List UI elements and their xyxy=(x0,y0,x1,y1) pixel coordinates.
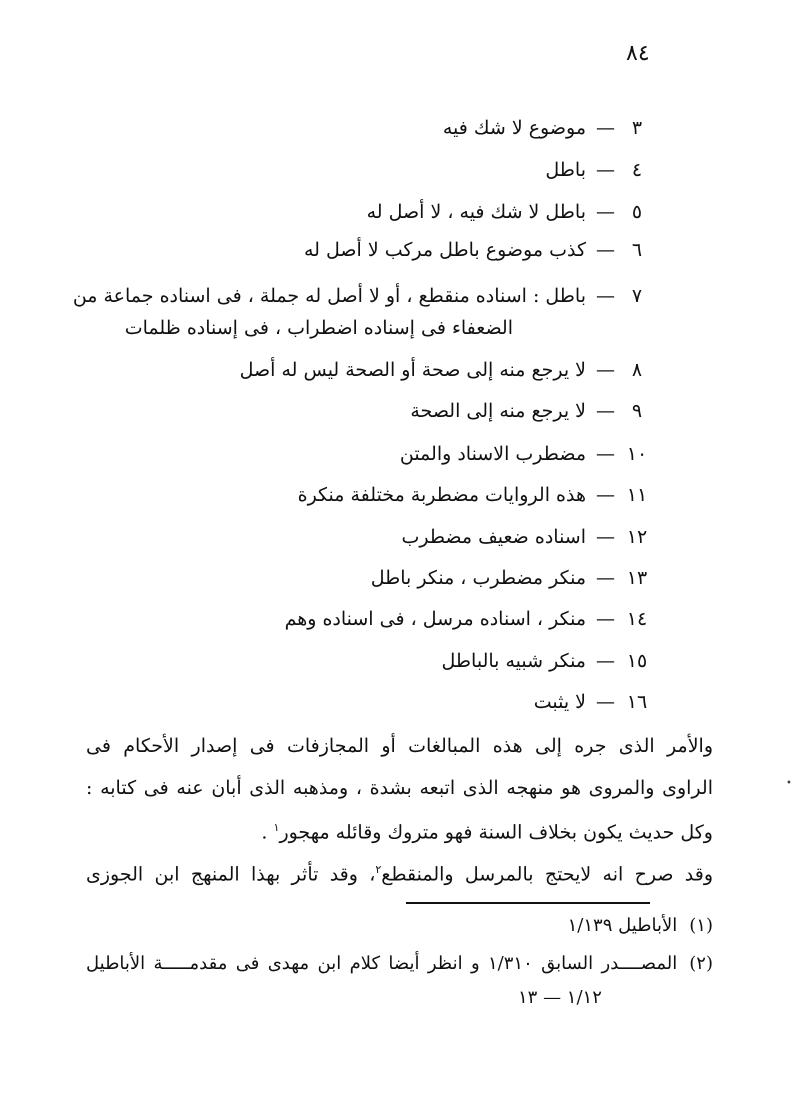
list-item xyxy=(367,198,649,226)
item-continuation: الضعفاء فى إسناده اضطراب ، فى إسناده ظلمات xyxy=(124,317,513,339)
footnote-continuation: ١/١٢ — ١٣ xyxy=(518,987,602,1008)
margin-speck: • xyxy=(786,778,792,789)
item-text: منكر مضطرب ، منكر باطل xyxy=(370,567,586,589)
item-text: منكر شبيه بالباطل xyxy=(441,650,586,672)
footnote-ref: ١ xyxy=(273,821,280,834)
item-text: لا يرجع منه إلى الصحة xyxy=(410,400,586,422)
item-dash: — xyxy=(596,484,615,506)
item-number: ٨ xyxy=(631,359,643,381)
item-text: باطل xyxy=(545,159,586,181)
item-dash: — xyxy=(596,691,615,713)
item-text: كذب موضوع باطل مركب لا أصل له xyxy=(304,239,586,261)
item-number: ١٤ xyxy=(626,608,648,630)
item-number: ١٠ xyxy=(626,443,648,465)
item-dash: — xyxy=(596,285,615,307)
paragraph-text: وقد صرح انه لايحتج بالمرسل والمنقطع xyxy=(381,863,713,886)
page-number: ٨٤ xyxy=(626,41,650,66)
item-number: ١٢ xyxy=(626,526,648,548)
paragraph-line xyxy=(86,856,713,888)
item-text: منكر ، اسناده مرسل ، فى اسناده وهم xyxy=(284,608,586,630)
list-item xyxy=(443,114,649,142)
paragraph-line: وكل حديث يكون بخلاف السنة فهو متروك وقائله مهجور$^١$ . xyxy=(261,821,713,844)
item-text: باطل : اسناده منقطع ، أو لا أصل له جملة ، فى اسناده جماعة من xyxy=(72,285,586,307)
item-text: هذه الروايات مضطربة مختلفة منكرة xyxy=(297,484,586,506)
item-number: ١٦ xyxy=(626,691,648,713)
item-dash: — xyxy=(596,608,615,630)
item-dash: — xyxy=(596,443,615,465)
item-text: اسناده ضعيف مضطرب xyxy=(401,526,586,548)
item-text: مضطرب الاسناد والمتن xyxy=(399,443,586,465)
item-number: ٤ xyxy=(631,159,643,181)
footnote xyxy=(568,912,713,940)
item-number: ١٣ xyxy=(626,567,648,589)
item-dash: — xyxy=(596,117,615,139)
item-dash: — xyxy=(596,567,615,589)
item-number: ٧ xyxy=(631,285,643,307)
footnote-ref: ٢ xyxy=(375,863,382,876)
list-item xyxy=(401,523,649,551)
paragraph-line: والأمر الذى جره إلى هذه المبالغات أو المجازفات فى إصدار الأحكام فى xyxy=(86,735,713,757)
item-text: لا يرجع منه إلى صحة أو الصحة ليس له أصل xyxy=(239,359,586,381)
paragraph-text: وكل حديث يكون بخلاف السنة فهو متروك وقائله مهجور xyxy=(279,821,713,844)
item-dash: — xyxy=(596,400,615,422)
list-item xyxy=(442,647,649,675)
footnote-text: المصــــدر السابق ١/٣١٠ و انظر أيضا كلام ابن مهدى فى مقدمـــــة الأباطيل xyxy=(86,953,678,974)
list-item xyxy=(371,564,649,592)
list-item xyxy=(545,156,649,184)
footnote-number: (٢) xyxy=(689,953,713,974)
item-dash: — xyxy=(596,159,615,181)
list-item xyxy=(400,440,649,468)
list-item xyxy=(298,481,649,509)
item-number: ٩ xyxy=(631,400,643,422)
item-dash: — xyxy=(596,650,615,672)
footnote-number: (١) xyxy=(689,915,713,936)
item-number: ٦ xyxy=(631,239,643,261)
footnote-text: الأباطيل ١/١٣٩ xyxy=(567,915,678,936)
item-number: ١٥ xyxy=(626,650,648,672)
list-item xyxy=(240,356,649,384)
footnote xyxy=(86,950,713,978)
item-dash: — xyxy=(596,526,615,548)
item-dash: — xyxy=(596,359,615,381)
item-number: ٣ xyxy=(631,117,643,139)
item-text: باطل لا شك فيه ، لا أصل له xyxy=(366,201,586,223)
list-item xyxy=(73,282,649,310)
list-item xyxy=(285,605,649,633)
list-item xyxy=(304,236,649,264)
item-dash: — xyxy=(596,239,615,261)
list-item xyxy=(534,688,649,716)
paragraph-text: ، وقد تأثر بهذا المنهج ابن الجوزى xyxy=(86,863,376,886)
item-text: لا يثبت xyxy=(533,691,586,713)
footnote-separator xyxy=(406,902,650,904)
list-item xyxy=(410,397,649,425)
item-number: ٥ xyxy=(631,201,643,223)
paragraph-line: الراوى والمروى هو منهجه الذى اتبعه بشدة ، ومذهبه الذى أبان عنه فى كتابه : xyxy=(86,777,713,799)
item-dash: — xyxy=(596,201,615,223)
item-number: ١١ xyxy=(626,484,648,506)
item-text: موضوع لا شك فيه xyxy=(442,117,586,139)
